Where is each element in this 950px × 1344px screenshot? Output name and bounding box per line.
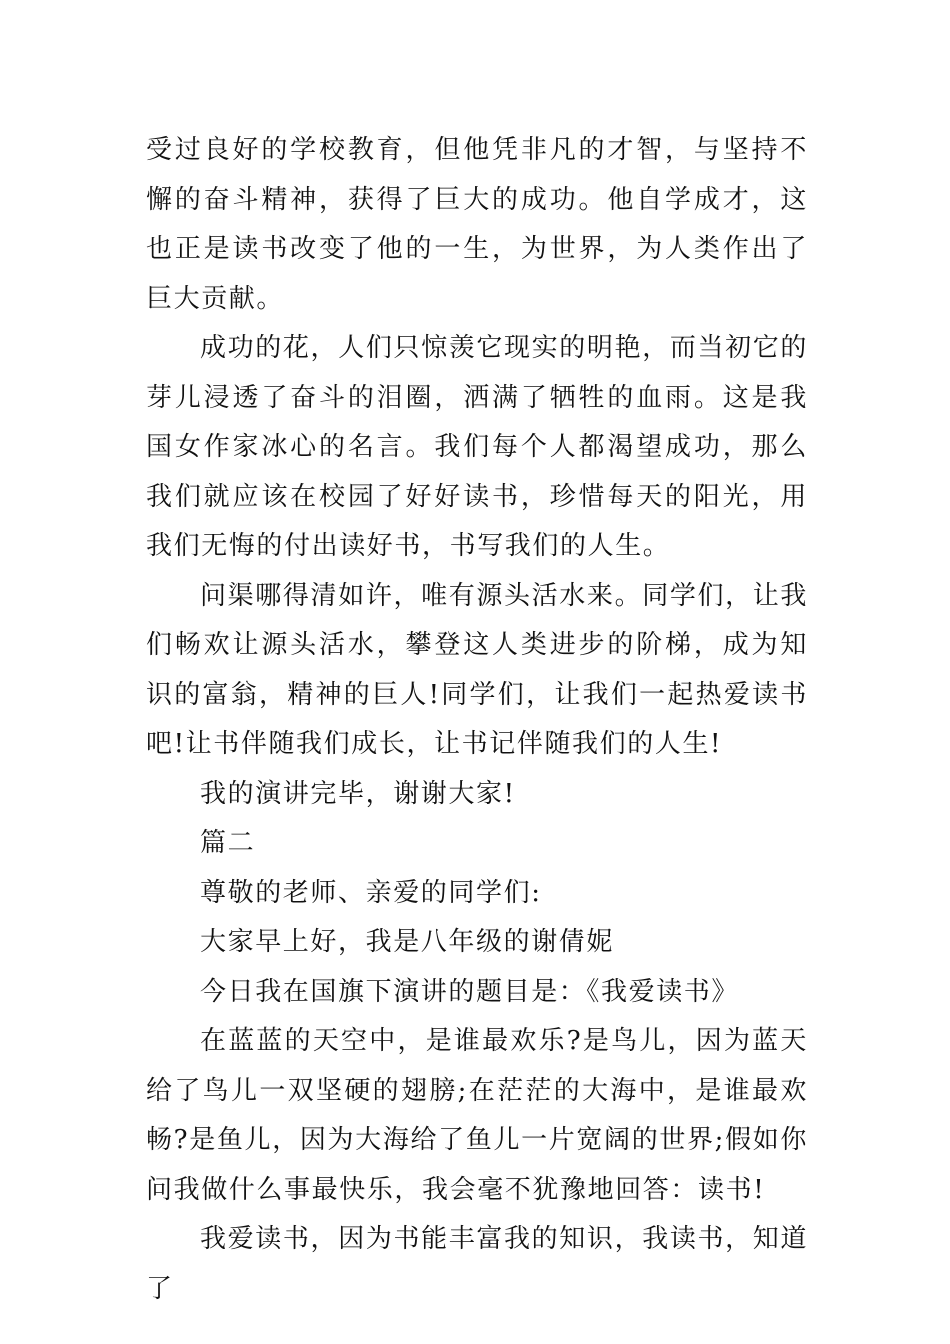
paragraph-4: 我的演讲完毕，谢谢大家!: [200, 778, 516, 809]
paragraph-2: 成功的花，人们只惊羡它现实的明艳，而当初它的芽儿浸透了奋斗的泪圈，洒满了牺牲的血雨。这是我国女作家冰心的名言。我们每个人都渴望成功，那么我们就应该在校园了好好读书，珍惜每天的阳光，用我们无悔的付出读好书，书写我们的人生。: [146, 333, 808, 561]
document-body: [146, 126, 808, 1314]
paragraph-3: 问渠哪得清如许，唯有源头活水来。同学们，让我们畅欢让源头活水，攀登这人类进步的阶梯，成为知识的富翁，精神的巨人!同学们，让我们一起热爱读书吧!让书伴随我们成长，让书记伴随我们的人生!: [146, 580, 808, 759]
salutation: 尊敬的老师、亲爱的同学们:: [200, 877, 542, 908]
paragraph-10: 我爱读书，因为书能丰富我的知识，我读书，知道了: [146, 1224, 808, 1304]
greeting: 大家早上好，我是八年级的谢倩妮: [200, 927, 615, 957]
paragraph-9: 在蓝蓝的天空中，是谁最欢乐?是鸟儿，因为蓝天给了鸟儿一双坚硬的翅膀;在茫茫的大海中，是谁最欢畅?是鱼儿，因为大海给了鱼儿一片宽阔的世界;假如你问我做什么事最快乐，我会毫不犹豫地回答：读书!: [146, 1026, 808, 1205]
section-heading: 篇二: [200, 828, 256, 858]
speech-title-line: 今日我在国旗下演讲的题目是：《我爱读书》: [200, 976, 740, 1007]
paragraph-1: 受过良好的学校教育，但他凭非凡的才智，与坚持不懈的奋斗精神，获得了巨大的成功。他自学成才，这也正是读书改变了他的一生，为世界，为人类作出了巨大贡献。: [146, 135, 808, 314]
